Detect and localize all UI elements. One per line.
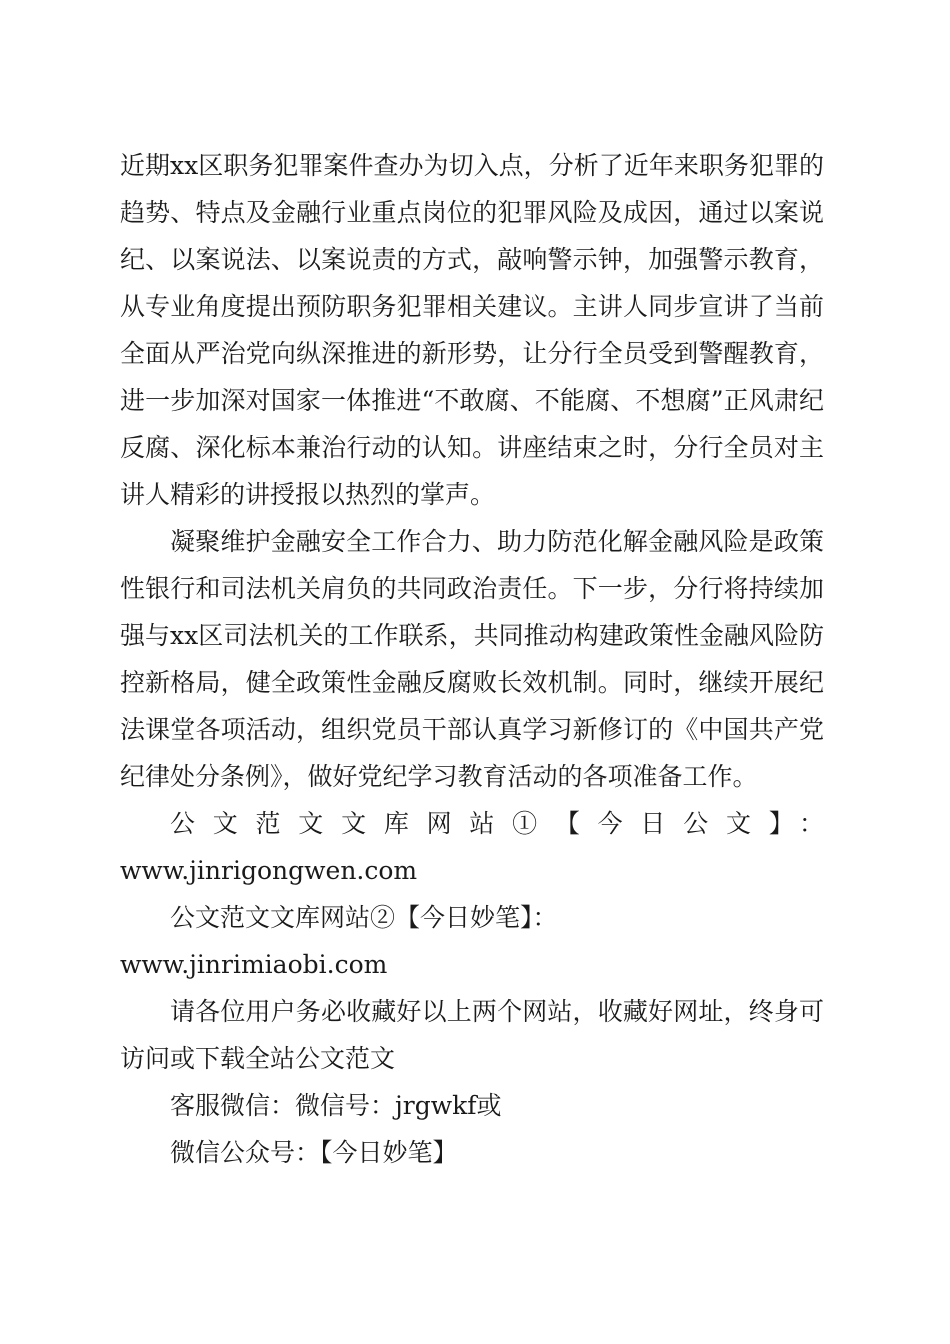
- footer-site2-line: 公文范文文库网站②【今日妙笔】：www.jinrimiaobi.com: [120, 903, 558, 979]
- document-body: [120, 142, 824, 1176]
- footer-site1-url: www.jinrigongwen.com: [120, 856, 418, 885]
- footer-wechat-public: 微信公众号：【今日妙笔】: [170, 1138, 458, 1167]
- body-paragraph-1: 近期xx区职务犯罪案件查办为切入点，分析了近年来职务犯罪的趋势、特点及金融行业重点岗位的犯罪风险及成因，通过以案说纪、以案说法、以案说责的方式，敲响警示钟，加强警示教育，从专业角度提出预防职务犯罪相关建议。主讲人同步宣讲了当前全面从严治党向纵深推进的新形势，让分行全员受到警醒教育，进一步加深对国家一体推进“不敢腐、不能腐、不想腐”正风肃纪反腐、深化标本兼治行动的认知。讲座结束之时，分行全员对主讲人精彩的讲授报以热烈的掌声。: [120, 151, 824, 509]
- footer-site1-line: 公文范文文库网站①【今日公文】：: [170, 809, 824, 838]
- footer-notice: 请各位用户务必收藏好以上两个网站，收藏好网址，终身可访问或下载全站公文范文: [120, 997, 824, 1073]
- footer-customer-service: 客服微信：微信号：jrgwkf或: [170, 1091, 502, 1120]
- body-paragraph-2: 凝聚维护金融安全工作合力、助力防范化解金融风险是政策性银行和司法机关肩负的共同政治责任。下一步，分行将持续加强与xx区司法机关的工作联系，共同推动构建政策性金融风险防控新格局，健全政策性金融反腐败长效机制。同时，继续开展纪法课堂各项活动，组织党员干部认真学习新修订的《中国共产党纪律处分条例》，做好党纪学习教育活动的各项准备工作。: [120, 527, 824, 791]
